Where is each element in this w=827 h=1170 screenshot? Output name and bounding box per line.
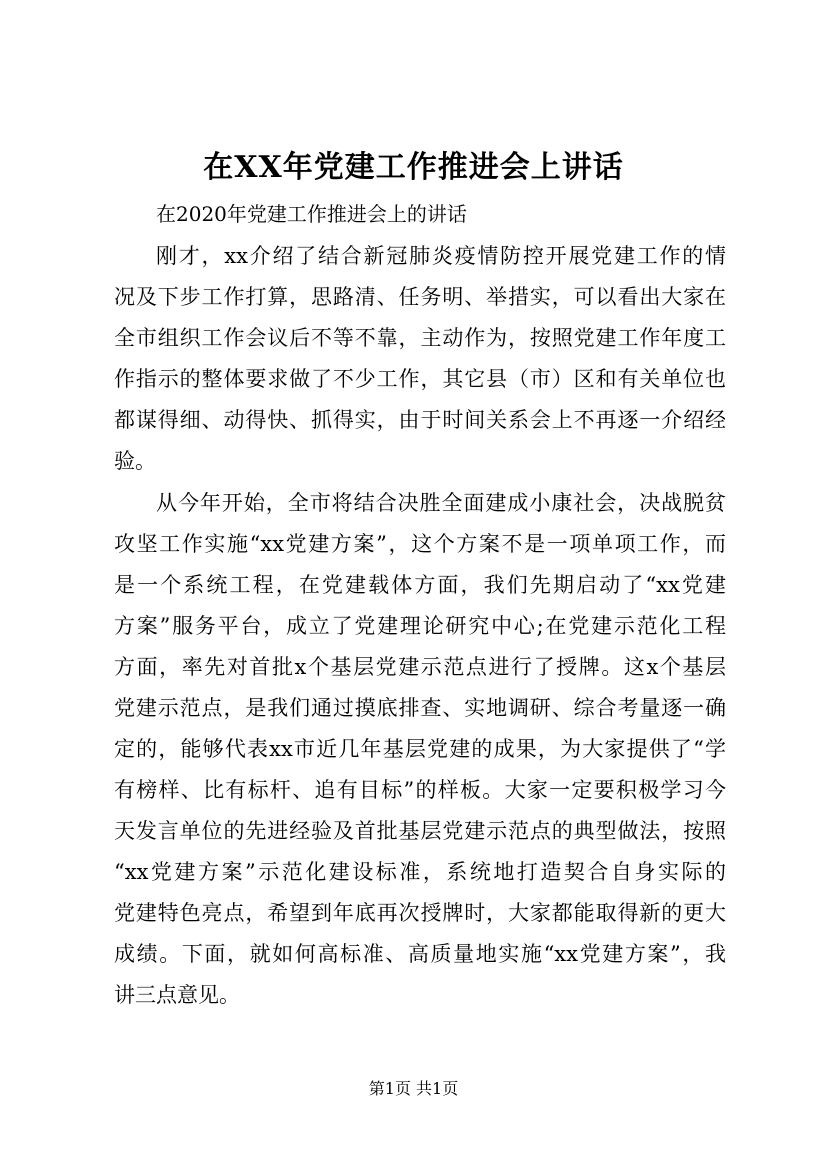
- paragraph-line: 定的，能够代表xx市近几年基层党建的成果，为大家提供了“学: [114, 737, 726, 761]
- paragraph-line: 天发言单位的先进经验及首批基层党建示范点的典型做法，按照: [114, 819, 726, 843]
- document-subtitle: 在2020年党建工作推进会上的讲话: [156, 202, 467, 226]
- paragraph-line: 都谋得细、动得快、抓得实，由于时间关系会上不再逐一介绍经: [114, 408, 726, 432]
- paragraph-line: “xx党建方案”示范化建设标准，系统地打造契合自身实际的: [114, 860, 726, 884]
- paragraph-line: 方案”服务平台，成立了党建理论研究中心;在党建示范化工程: [114, 614, 726, 638]
- paragraph-line: 全市组织工作会议后不等不靠，主动作为，按照党建工作年度工: [114, 326, 726, 350]
- paragraph-line: 作指示的整体要求做了不少工作，其它县（市）区和有关单位也: [114, 367, 726, 391]
- paragraph-1: [114, 236, 726, 482]
- paragraph-2: [114, 483, 726, 1016]
- paragraph-line: 讲三点意见。: [114, 983, 240, 1007]
- page-footer: 第1页 共1页: [368, 1079, 459, 1098]
- paragraph-line: 党建特色亮点，希望到年底再次授牌时，大家都能取得新的更大: [114, 901, 726, 925]
- paragraph-line: 方面，率先对首批x个基层党建示范点进行了授牌。这x个基层: [114, 655, 726, 679]
- paragraph-line: 党建示范点，是我们通过摸底排查、实地调研、综合考量逐一确: [114, 696, 726, 720]
- document-title: 在XX年党建工作推进会上讲话: [203, 150, 624, 185]
- paragraph-line: 验。: [114, 449, 156, 473]
- paragraph-line: 有榜样、比有标杆、追有目标”的样板。大家一定要积极学习今: [114, 778, 726, 802]
- paragraph-line: 从今年开始，全市将结合决胜全面建成小康社会，决战脱贫: [156, 491, 726, 515]
- paragraph-line: 攻坚工作实施“xx党建方案”，这个方案不是一项单项工作，而: [114, 532, 726, 556]
- paragraph-line: 刚才，xx介绍了结合新冠肺炎疫情防控开展党建工作的情: [156, 244, 726, 268]
- paragraph-line: 成绩。下面，就如何高标准、高质量地实施“xx党建方案”，我: [114, 942, 726, 966]
- paragraph-line: 是一个系统工程，在党建载体方面，我们先期启动了“xx党建: [114, 573, 726, 597]
- paragraph-line: 况及下步工作打算，思路清、任务明、举措实，可以看出大家在: [114, 285, 726, 309]
